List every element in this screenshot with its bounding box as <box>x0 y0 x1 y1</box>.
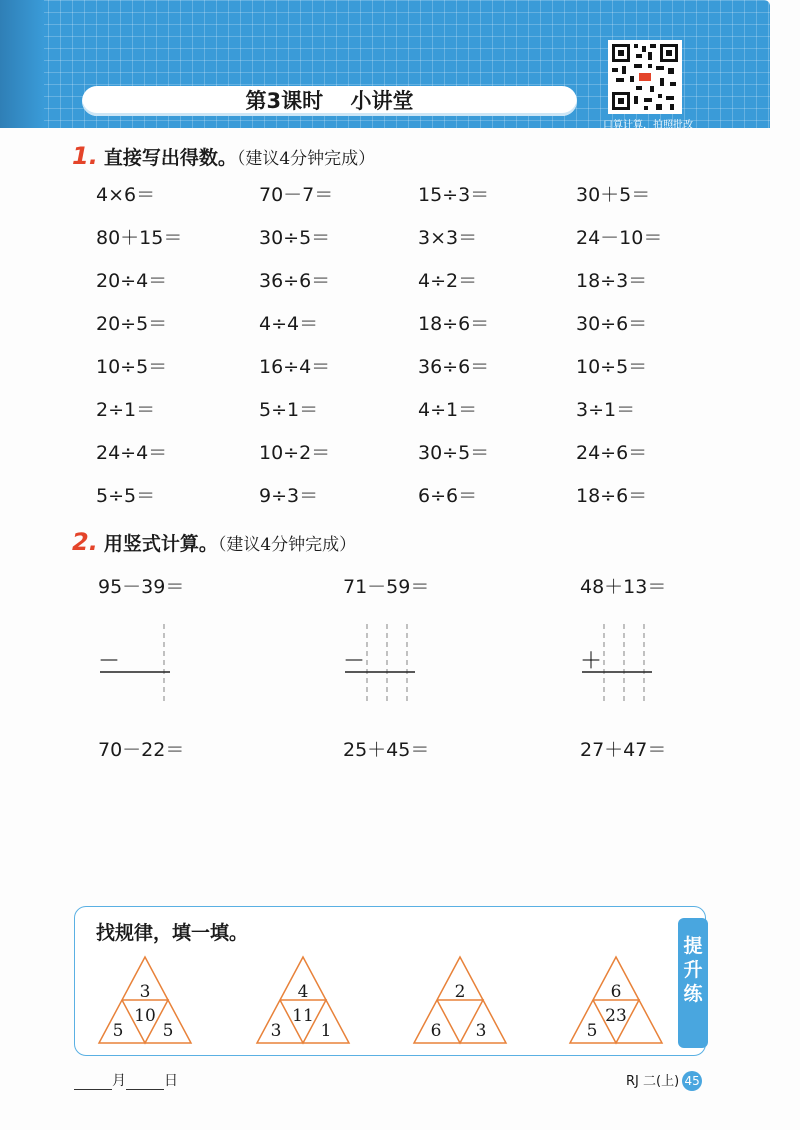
problem[interactable]: 3÷1＝ <box>576 399 636 421</box>
triangle-top: 2 <box>454 982 466 1002</box>
op-sign: ＋ <box>580 649 603 674</box>
page-number: 45 <box>682 1071 702 1091</box>
vertical-problem[interactable]: 70－22＝ <box>98 739 185 761</box>
problem[interactable]: 3×3＝ <box>418 227 478 249</box>
problem[interactable]: 16÷4＝ <box>259 356 331 378</box>
triangle-left: 5 <box>112 1021 124 1041</box>
side-tab-char: 升 <box>683 959 703 981</box>
problem[interactable]: 4÷4＝ <box>259 313 319 335</box>
problem[interactable]: 30÷6＝ <box>576 313 648 335</box>
month-blank[interactable] <box>74 1075 112 1090</box>
triangle-center[interactable]: 10 <box>134 1006 156 1026</box>
problem[interactable]: 10÷5＝ <box>576 356 648 378</box>
side-tab-char: 练 <box>683 983 703 1005</box>
triangle-left: 3 <box>270 1021 282 1041</box>
section-1-title: 直接写出得数。 <box>103 147 237 169</box>
triangle-top: 4 <box>297 982 309 1002</box>
lesson-number: 第3课时 <box>245 89 324 113</box>
problem[interactable]: 70－7＝ <box>259 184 334 206</box>
section-2-hint: （建议4分钟完成） <box>217 535 357 555</box>
section-2-number: 2. <box>72 528 98 556</box>
triangle-right: 3 <box>475 1021 487 1041</box>
vertical-frame-2[interactable] <box>343 620 433 710</box>
problem[interactable]: 2÷1＝ <box>96 399 156 421</box>
problem[interactable]: 20÷5＝ <box>96 313 168 335</box>
problem[interactable]: 6÷6＝ <box>418 485 478 507</box>
problem[interactable]: 20÷4＝ <box>96 270 168 292</box>
op-sign: － <box>343 649 366 674</box>
side-tab-char: 提 <box>683 935 703 957</box>
vertical-frame-3[interactable] <box>580 620 670 710</box>
vertical-problem[interactable]: 95－39＝ <box>98 576 185 598</box>
section-1-heading <box>72 142 375 170</box>
vertical-problem[interactable]: 27＋47＝ <box>580 739 667 761</box>
problem[interactable]: 24÷4＝ <box>96 442 168 464</box>
date-line[interactable] <box>74 1070 178 1090</box>
problem[interactable]: 15÷3＝ <box>418 184 490 206</box>
problem[interactable]: 18÷6＝ <box>576 485 648 507</box>
section-1-number: 1. <box>72 142 98 170</box>
day-blank[interactable] <box>126 1075 164 1090</box>
section-1-hint: （建议4分钟完成） <box>236 149 376 169</box>
problem[interactable]: 9÷3＝ <box>259 485 319 507</box>
problem[interactable]: 5÷1＝ <box>259 399 319 421</box>
lesson-title-bar <box>82 86 577 116</box>
problem[interactable]: 10÷5＝ <box>96 356 168 378</box>
side-tab-improve <box>678 918 708 1048</box>
problem[interactable]: 24÷6＝ <box>576 442 648 464</box>
section-2-title: 用竖式计算。 <box>103 533 218 555</box>
edition-label: RJ 二(上) <box>626 1074 680 1089</box>
problem[interactable]: 18÷3＝ <box>576 270 648 292</box>
vertical-problem[interactable]: 71－59＝ <box>343 576 430 598</box>
lesson-title: 小讲堂 <box>350 89 414 113</box>
triangle-top: 3 <box>139 982 151 1002</box>
op-sign: － <box>98 649 121 674</box>
triangle-center[interactable]: 23 <box>605 1006 627 1026</box>
qr-code-icon[interactable] <box>608 40 682 114</box>
section-2-heading <box>72 528 356 556</box>
problem[interactable]: 30÷5＝ <box>259 227 331 249</box>
triangle-center[interactable]: 11 <box>292 1006 314 1026</box>
vertical-frame-1[interactable] <box>98 620 188 710</box>
problem[interactable]: 18÷6＝ <box>418 313 490 335</box>
vertical-problem[interactable]: 48＋13＝ <box>580 576 667 598</box>
problem[interactable]: 30＋5＝ <box>576 184 651 206</box>
triangle-left: 6 <box>430 1021 442 1041</box>
triangle-top: 6 <box>610 982 622 1002</box>
header-spine <box>0 0 44 128</box>
problem[interactable]: 4÷2＝ <box>418 270 478 292</box>
problem[interactable]: 36÷6＝ <box>418 356 490 378</box>
triangle-right: 5 <box>162 1021 174 1041</box>
triangle-right: 1 <box>320 1021 332 1041</box>
problem[interactable]: 4÷1＝ <box>418 399 478 421</box>
problem[interactable]: 36÷6＝ <box>259 270 331 292</box>
footer-page-info <box>626 1070 702 1091</box>
problem[interactable]: 4×6＝ <box>96 184 156 206</box>
section-3-title: 找规律，填一填。 <box>96 922 249 944</box>
triangle-left: 5 <box>586 1021 598 1041</box>
month-label: 月 <box>112 1073 126 1089</box>
day-label: 日 <box>164 1073 178 1089</box>
problem[interactable]: 30÷5＝ <box>418 442 490 464</box>
problem[interactable]: 24－10＝ <box>576 227 663 249</box>
problem[interactable]: 80＋15＝ <box>96 227 183 249</box>
problem[interactable]: 10÷2＝ <box>259 442 331 464</box>
problem[interactable]: 5÷5＝ <box>96 485 156 507</box>
qr-caption: 口算计算，拍照批改 <box>603 120 693 131</box>
vertical-problem[interactable]: 25＋45＝ <box>343 739 430 761</box>
